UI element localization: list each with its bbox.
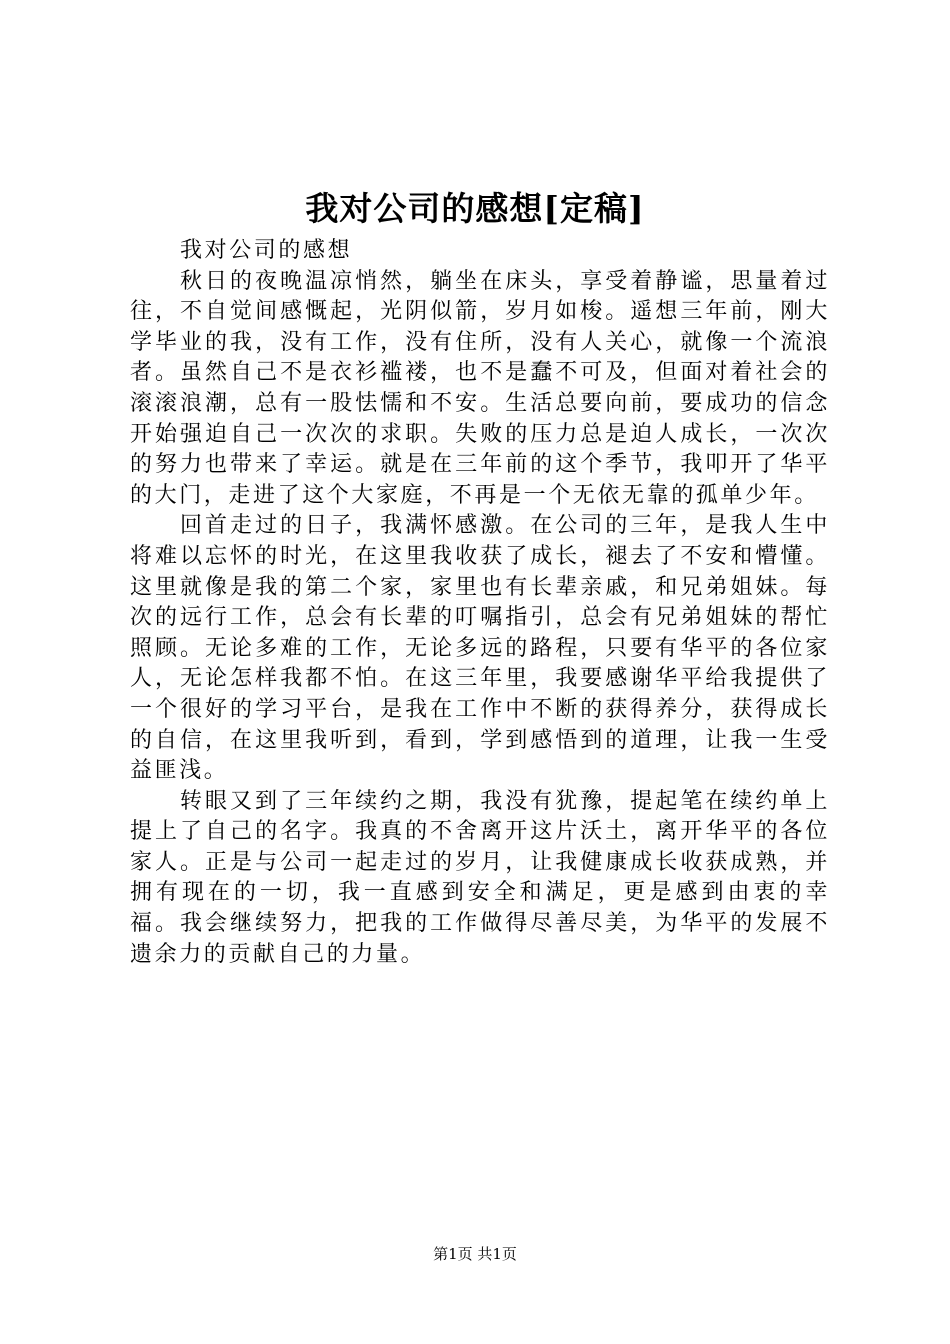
- paragraph-heading: 我对公司的感想: [180, 238, 353, 263]
- document-body: [130, 236, 830, 970]
- page-title: 我对公司的感想[定稿]: [305, 189, 645, 228]
- paragraph-1: 秋日的夜晚温凉悄然，躺坐在床头，享受着静谧，思量着过往，不自觉间感慨起，光阴似箭，岁月如梭。遥想三年前，刚大学毕业的我，没有工作，没有住所，没有人关心，就像一个流浪者。虽然自己不是衣衫褴褛，也不是蠢不可及，但面对着社会的滚滚浪潮，总有一股怯懦和不安。生活总要向前，要成功的信念开始强迫自己一次次的求职。失败的压力总是迫人成长，一次次的努力也带来了幸运。就是在三年前的这个季节，我叩开了华平的大门，走进了这个大家庭，不再是一个无依无靠的孤单少年。: [130, 268, 830, 508]
- paragraph-3: 转眼又到了三年续约之期，我没有犹豫，提起笔在续约单上提上了自己的名字。我真的不舍离开这片沃土，离开华平的各位家人。正是与公司一起走过的岁月，让我健康成长收获成熟，并拥有现在的一切，我一直感到安全和满足，更是感到由衷的幸福。我会继续努力，把我的工作做得尽善尽美，为华平的发展不遗余力的贡献自己的力量。: [130, 788, 830, 967]
- paragraph-2: 回首走过的日子，我满怀感激。在公司的三年，是我人生中将难以忘怀的时光，在这里我收获了成长，褪去了不安和懵懂。这里就像是我的第二个家，家里也有长辈亲戚，和兄弟姐妹。每次的远行工作，总会有长辈的叮嘱指引，总会有兄弟姐妹的帮忙照顾。无论多难的工作，无论多远的路程，只要有华平的各位家人，无论怎样我都不怕。在这三年里，我要感谢华平给我提供了一个很好的学习平台，是我在工作中不断的获得养分，获得成长的自信，在这里我听到，看到，学到感悟到的道理，让我一生受益匪浅。: [130, 513, 830, 784]
- page-footer: 第1页 共1页: [433, 1245, 517, 1263]
